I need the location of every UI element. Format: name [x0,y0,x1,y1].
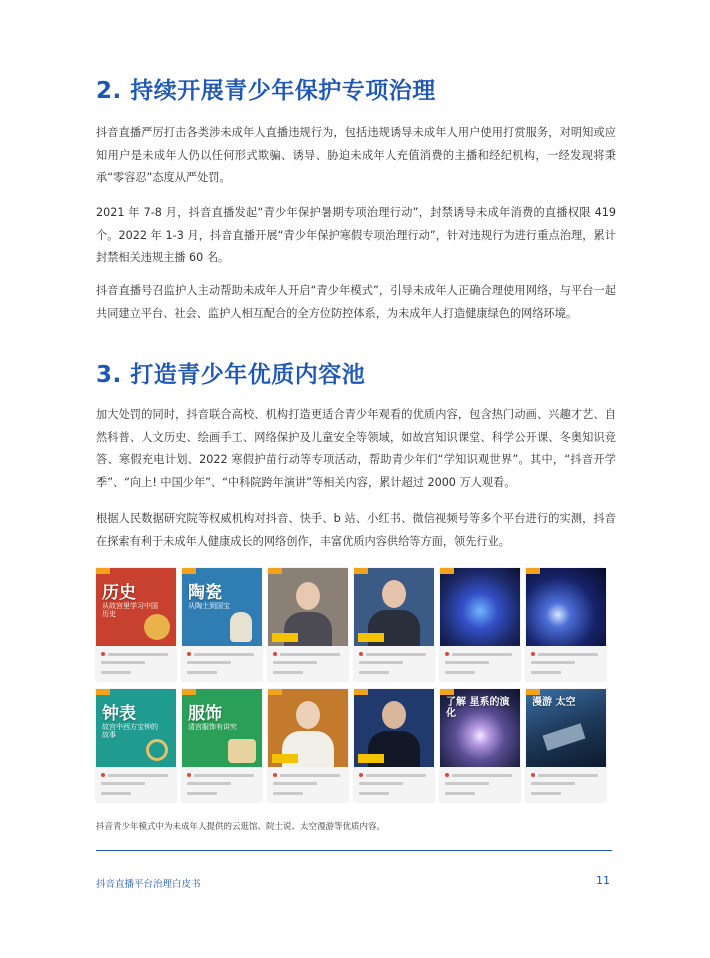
thumbnail-subtitle: 从陶土到国宝 [188,602,230,610]
page-number: 11 [596,874,610,887]
section-3-paragraph-1: 加大处罚的同时，抖音联合高校、机构打造更适合青少年观看的优质内容，包含热门动画、兴趣才艺、自然科普、人文历史、绘画手工、网络保护及儿童安全等领域，如故宫知识课堂、科学公开课、冬奥知识竞答、寒假充电计划、2022 寒假护苗行动等专项活动，帮助青少年们“学知识观世界”。其中，“抖音开学季”、“向上! 中国少年”、“中科院跨年演讲”等相关内容，累计超过 2000 万人观看。 [96,408,616,489]
video-card-space-1[interactable] [440,568,520,681]
section-3-paragraph-2: 根据人民数据研究院等权威机构对抖音、快手、b 站、小红书、微信视频号等多个平台进行的实测，抖音在探索有利于未成年人健康成长的网络创作，丰富优质内容供给等方面，领先行业。 [96,512,616,548]
video-thumbnail [182,568,262,646]
footer-title: 抖音直播平台治理白皮书 [96,879,201,890]
video-card-academician-3[interactable] [268,689,348,802]
video-card-history[interactable] [96,568,176,681]
thumbnail-title: 陶瓷 [188,583,222,603]
thumbnail-subtitle: 从故宫里学习中国历史 [102,602,158,618]
thumbnail-subtitle: 故宫中西方宝钟的故事 [102,723,158,739]
video-thumbnail [526,568,606,646]
video-thumbnail [182,689,262,767]
thumbnail-title: 历史 [102,583,136,603]
video-card-academician-1[interactable] [268,568,348,681]
thumbnail-title: 服饰 [188,704,222,724]
video-thumbnail [96,568,176,646]
video-thumbnail [96,689,176,767]
section-2-heading: 2. 持续开展青少年保护专项治理 [96,78,436,104]
video-thumbnail [440,689,520,767]
video-card-academician-4[interactable] [354,689,434,802]
thumbnail-title: 漫游 太空 [532,697,576,708]
footer-divider [96,850,612,851]
video-card-ceramics[interactable] [182,568,262,681]
video-card-clothing[interactable] [182,689,262,802]
video-card-clocks[interactable] [96,689,176,802]
section-3-heading: 3. 打造青少年优质内容池 [96,362,366,388]
video-thumbnail [526,689,606,767]
figure-caption: 抖音青少年模式中为未成年人提供的云逛馆、院士说、太空漫游等优质内容。 [96,822,386,832]
video-card-space-roaming[interactable] [526,689,606,802]
video-thumbnail [440,568,520,646]
thumbnail-subtitle: 清宫服饰有讲究 [188,723,237,731]
video-card-space-2[interactable] [526,568,606,681]
video-card-galaxy-evolution[interactable] [440,689,520,802]
section-2-paragraph-2: 2021 年 7-8 月，抖音直播发起“青少年保护暑期专项治理行动”，封禁诱导未成年消费的直播权限 419 个。2022 年 1-3 月，抖音直播开展“青少年保护寒假专项治理行动”，针对违规行为进行重点治理，累计封禁相关违规主播 60 名。 [96,206,616,264]
content-thumbnail-grid [96,568,612,808]
section-2-paragraph-3: 抖音直播号召监护人主动帮助未成年人开启“青少年模式”，引导未成年人正确合理使用网络，与平台一起共同建立平台、社会、监护人相互配合的全方位防控体系，为未成年人打造健康绿色的网络环境。 [96,284,616,320]
video-thumbnail [354,568,434,646]
video-thumbnail [354,689,434,767]
video-thumbnail [268,689,348,767]
thumbnail-title: 钟表 [102,704,136,724]
thumbnail-title: 了解 星系的演化 [446,697,510,719]
video-card-academician-2[interactable] [354,568,434,681]
video-thumbnail [268,568,348,646]
section-2-paragraph-1: 抖音直播严厉打击各类涉未成年人直播违规行为，包括违规诱导未成年人用户使用打赏服务，对明知或应知用户是未成年人仍以任何形式欺骗、诱导、胁迫未成年人充值消费的主播和经纪机构，一经发现将秉承“零容忍”态度从严处罚。 [96,126,616,184]
